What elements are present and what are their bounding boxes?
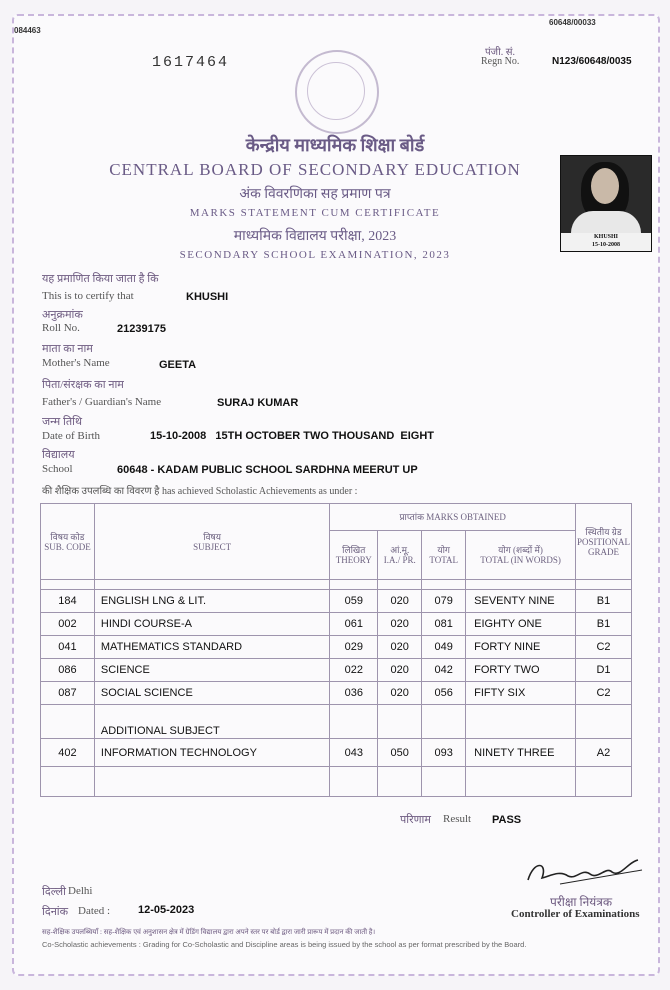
controller-label-hindi: परीक्षा नियंत्रक bbox=[550, 895, 613, 909]
place: Delhi bbox=[68, 885, 93, 897]
serial-number: 1617464 bbox=[152, 54, 230, 71]
father-label: Father's / Guardian's Name bbox=[42, 396, 162, 408]
controller-signature bbox=[520, 850, 650, 895]
school-label-hindi: विद्यालय bbox=[42, 449, 75, 461]
roll-label: Roll No. bbox=[42, 322, 80, 334]
cert-title: MARKS STATEMENT CUM CERTIFICATE bbox=[189, 207, 441, 219]
school-name: 60648 - KADAM PUBLIC SCHOOL SARDHNA MEERUT UP bbox=[117, 464, 418, 476]
result-value: PASS bbox=[492, 814, 522, 826]
table-row: 184 ENGLISH LNG & LIT. 059 020 079 SEVENTY NINE B1 bbox=[41, 590, 632, 613]
issue-date: 12-05-2023 bbox=[138, 904, 195, 916]
regn-label-hindi: पंजी. सं. bbox=[485, 47, 515, 58]
place-hindi: दिल्ली bbox=[42, 886, 66, 898]
header-marks-obtained: प्राप्तांक MARKS OBTAINED bbox=[330, 504, 576, 531]
result-label-hindi: परिणाम bbox=[400, 814, 431, 826]
roll-number: 21239175 bbox=[117, 323, 166, 335]
result-label: Result bbox=[443, 813, 472, 825]
controller-label: Controller of Examinations bbox=[511, 908, 640, 920]
father-label-hindi: पिता/संरक्षक का नाम bbox=[42, 379, 124, 391]
table-row: 002 HINDI COURSE-A 061 020 081 EIGHTY ONE B1 bbox=[41, 613, 632, 636]
photo-name: KHUSHI bbox=[593, 234, 618, 240]
header-grade: स्थितीय ग्रेड POSITIONAL GRADE bbox=[575, 504, 631, 580]
header-theory: लिखित THEORY bbox=[330, 531, 378, 580]
footnote-hindi: सह-शैक्षिक उपलब्धियाँ : सह-शैक्षिक एवं अनुशासन क्षेत्र में ग्रेडिंग विद्यालय द्वारा अपने स्तर पर बोर्ड द्वारा जारी प्रारूप में प्रदान की जाती है। bbox=[42, 928, 376, 936]
certify-label: This is to certify that bbox=[42, 290, 134, 302]
student-photo bbox=[560, 155, 652, 252]
date-of-birth: 15-10-2008 15TH OCTOBER TWO THOUSAND EIGHT bbox=[150, 430, 435, 442]
header-total-words: योग (शब्दों में) TOTAL (IN WORDS) bbox=[466, 531, 576, 580]
achievement-statement: की शैक्षिक उपलब्धि का विवरण है has achieved Scholastic Achievements as under : bbox=[42, 486, 358, 497]
board-title-hindi: केन्द्रीय माध्यमिक शिक्षा बोर्ड bbox=[245, 135, 425, 155]
dob-label-hindi: जन्म तिथि bbox=[42, 416, 82, 428]
top-left-code: 084463 bbox=[14, 26, 41, 35]
mother-label-hindi: माता का नाम bbox=[42, 343, 93, 355]
cert-title-hindi: अंक विवरणिका सह प्रमाण पत्र bbox=[239, 187, 391, 202]
dated-label: Dated : bbox=[78, 905, 111, 917]
top-right-code: 60648/00033 bbox=[549, 18, 596, 27]
header-total: योग TOTAL bbox=[422, 531, 466, 580]
board-seal-logo bbox=[295, 50, 379, 134]
header-ia: आं.मू. I.A./ PR. bbox=[378, 531, 422, 580]
footnote: Co-Scholastic achievements : Grading for Co-Scholastic and Discipline areas is being issued by the school as per format prescribed by the Board. bbox=[42, 940, 527, 949]
photo-dob: 15-10-2008 bbox=[592, 242, 620, 248]
board-title: CENTRAL BOARD OF SECONDARY EDUCATION bbox=[109, 160, 521, 179]
regn-number: N123/60648/0035 bbox=[552, 56, 632, 67]
table-row-additional: 402 INFORMATION TECHNOLOGY 043 050 093 NINETY THREE A2 bbox=[41, 739, 632, 767]
certify-label-hindi: यह प्रमाणित किया जाता है कि bbox=[42, 273, 159, 285]
mother-name: GEETA bbox=[159, 359, 197, 371]
roll-label-hindi: अनुक्रमांक bbox=[42, 309, 83, 321]
table-row: 086 SCIENCE 022 020 042 FORTY TWO D1 bbox=[41, 659, 632, 682]
table-row: 087 SOCIAL SCIENCE 036 020 056 FIFTY SIX C2 bbox=[41, 682, 632, 705]
mother-label: Mother's Name bbox=[42, 357, 110, 369]
table-row: 041 MATHEMATICS STANDARD 029 020 049 FORTY NINE C2 bbox=[41, 636, 632, 659]
school-label: School bbox=[42, 463, 73, 475]
header-subject: विषय SUBJECT bbox=[94, 504, 329, 580]
exam-title-hindi: माध्यमिक विद्यालय परीक्षा, 2023 bbox=[233, 229, 397, 244]
additional-subject-label: ADDITIONAL SUBJECT bbox=[94, 705, 329, 739]
regn-label: Regn No. bbox=[481, 56, 520, 67]
marks-table bbox=[40, 503, 632, 797]
dob-label: Date of Birth bbox=[42, 430, 101, 442]
student-name: KHUSHI bbox=[186, 291, 229, 303]
exam-title: SECONDARY SCHOOL EXAMINATION, 2023 bbox=[179, 249, 451, 261]
dated-label-hindi: दिनांक bbox=[42, 906, 69, 918]
father-name: SURAJ KUMAR bbox=[217, 397, 299, 409]
header-sub-code: विषय कोड SUB. CODE bbox=[41, 504, 95, 580]
